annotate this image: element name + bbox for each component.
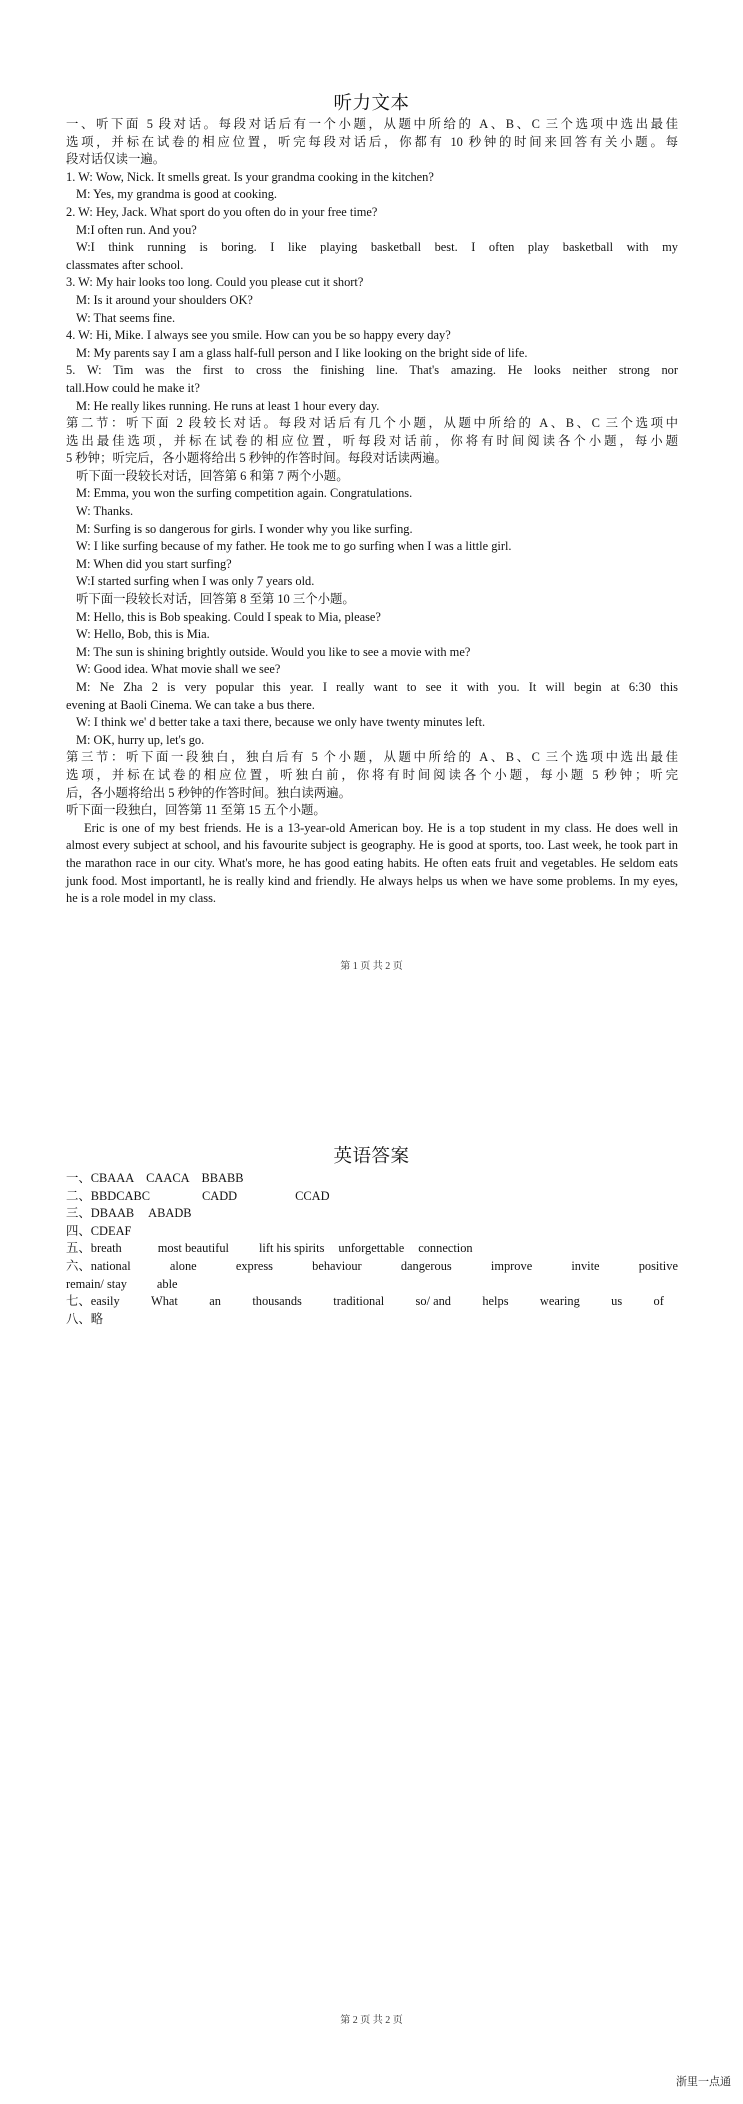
answer-item: invite bbox=[571, 1258, 600, 1273]
listening-transcript bbox=[66, 116, 678, 908]
monologue-heading: 听下面一段独白，回答第 11 至第 15 五个小题。 bbox=[66, 803, 326, 818]
answer-item: alone bbox=[169, 1258, 197, 1273]
answer-item: thousands bbox=[252, 1294, 302, 1309]
answer-row bbox=[66, 1240, 678, 1258]
dialogue-line: W:I think running is boring. I like playing basketball best. I often play basketball with my bbox=[76, 240, 678, 255]
answer-label: 二、 bbox=[66, 1188, 91, 1203]
dialogue-line: W: Good idea. What movie shall we see? bbox=[76, 662, 281, 677]
section-two-instruction: 第二节：听下面 2 段较长对话。每段对话后有几个小题，从题中所给的 A、B、C 三个选项中 bbox=[66, 416, 678, 431]
dialogue-line: 5. W: Tim was the first to cross the finishing line. That's amazing. He looks neither strong nor bbox=[66, 363, 678, 378]
dialogue-line: M: Emma, you won the surfing competition again. Congratulations. bbox=[76, 486, 413, 501]
page-2 bbox=[0, 1050, 743, 2104]
answer-label: 四、 bbox=[66, 1223, 91, 1238]
section-two-instruction: 选出最佳选项，并标在试卷的相应位置，听每段对话前，你将有时间阅读各个小题，每小题 bbox=[66, 433, 678, 448]
section-one-instruction: 一、听下面 5 段对话。每段对话后有一个小题，从题中所给的 A、B、C 三个选项中选出最佳 bbox=[66, 117, 678, 131]
answer-item: national bbox=[90, 1258, 131, 1273]
answer-item: breath bbox=[90, 1241, 122, 1256]
answer-item: ABADB bbox=[148, 1206, 192, 1221]
answer-item: connection bbox=[418, 1241, 473, 1256]
dialogue-line: M: When did you start surfing? bbox=[76, 556, 232, 571]
dialogue-line: classmates after school. bbox=[66, 257, 184, 272]
dialogue-line: 4. W: Hi, Mike. I always see you smile. How can you be so happy every day? bbox=[66, 328, 451, 343]
dialogue-heading: 听下面一段较长对话，回答第 6 和第 7 两个小题。 bbox=[76, 468, 349, 483]
dialogue-line: M: Yes, my grandma is good at cooking. bbox=[76, 187, 277, 202]
answer-item: wearing bbox=[539, 1294, 580, 1309]
dialogue-line: M: The sun is shining brightly outside. Would you like to see a movie with me? bbox=[76, 644, 471, 659]
section-three-instruction: 第三节：听下面一段独白，独白后有 5 个小题，从题中所给的 A、B、C 三个选项中选出最佳 bbox=[66, 750, 678, 765]
answer-row-continuation bbox=[66, 1276, 678, 1294]
answer-label: 六、 bbox=[66, 1258, 91, 1273]
answer-row bbox=[66, 1170, 678, 1188]
answer-item: CAACA bbox=[146, 1171, 190, 1185]
answer-item: behaviour bbox=[312, 1258, 362, 1273]
section-three-instruction: 后，各小题将给出 5 秒钟的作答时间。独白读两遍。 bbox=[66, 785, 351, 800]
answer-item: BBDCABC bbox=[90, 1188, 150, 1203]
dialogue-line: W: Thanks. bbox=[76, 504, 134, 519]
answer-label: 三、 bbox=[66, 1206, 91, 1221]
section-three-instruction: 选项，并标在试卷的相应位置，听独白前，你将有时间阅读各个小题，每小题 5 秒钟；听完 bbox=[66, 767, 678, 782]
answer-item: express bbox=[235, 1258, 273, 1273]
answer-item: an bbox=[209, 1294, 221, 1309]
answer-row bbox=[66, 1223, 678, 1241]
section-two-instruction: 5 秒钟；听完后，各小题将给出 5 秒钟的作答时间。每段对话读两遍。 bbox=[66, 451, 448, 466]
dialogue-line: tall.How could he make it? bbox=[66, 380, 200, 395]
dialogue-line: 1. W: Wow, Nick. It smells great. Is your grandma cooking in the kitchen? bbox=[66, 169, 434, 184]
answer-row bbox=[66, 1258, 678, 1276]
answer-row bbox=[66, 1188, 678, 1206]
dialogue-line: M: Ne Zha 2 is very popular this year. I really want to see it with you. It will begin at 6:30 this bbox=[76, 680, 678, 694]
page-footer: 第 1 页 共 2 页 bbox=[340, 961, 403, 972]
answer-item: positive bbox=[638, 1258, 678, 1273]
dialogue-line: W:I started surfing when I was only 7 years old. bbox=[76, 574, 315, 589]
dialogue-line: M: He really likes running. He runs at least 1 hour every day. bbox=[76, 398, 380, 413]
dialogue-line: M: OK, hurry up, let's go. bbox=[76, 732, 205, 747]
dialogue-line: evening at Baoli Cinema. We can take a bus there. bbox=[66, 697, 315, 712]
page-1 bbox=[0, 0, 743, 1050]
answer-label: 八、 bbox=[66, 1311, 91, 1326]
answer-item: lift his spirits bbox=[258, 1241, 325, 1256]
dialogue-line: 2. W: Hey, Jack. What sport do you often do in your free time? bbox=[66, 204, 378, 219]
page-title: 听力文本 bbox=[333, 94, 410, 114]
answer-item: of bbox=[653, 1294, 664, 1309]
dialogue-line: 3. W: My hair looks too long. Could you please cut it short? bbox=[66, 275, 364, 290]
dialogue-line: W: I think we' d better take a taxi there, because we only have twenty minutes left. bbox=[76, 715, 486, 730]
dialogue-line: M: Surfing is so dangerous for girls. I wonder why you like surfing. bbox=[76, 521, 413, 536]
answer-item: DBAAB bbox=[90, 1206, 135, 1221]
answer-title: 英语答案 bbox=[333, 1147, 410, 1167]
answer-item: CBAAA bbox=[90, 1171, 135, 1185]
answer-item: remain/ stay bbox=[66, 1276, 127, 1291]
page-footer: 第 2 页 共 2 页 bbox=[340, 2015, 403, 2026]
dialogue-line: M: Is it around your shoulders OK? bbox=[76, 292, 253, 307]
answer-item: 略 bbox=[90, 1311, 104, 1326]
answer-item: helps bbox=[482, 1294, 509, 1309]
answer-item: unforgettable bbox=[338, 1241, 405, 1256]
section-one-instruction: 选项，并标在试卷的相应位置，听完每段对话后，你都有 10 秒钟的时间来回答有关小题。每 bbox=[66, 134, 678, 149]
dialogue-line: W: That seems fine. bbox=[76, 310, 176, 325]
section-one-instruction: 段对话仅读一遍。 bbox=[66, 152, 166, 167]
answer-row bbox=[66, 1293, 678, 1311]
answer-item: easily bbox=[90, 1294, 120, 1309]
dialogue-line: M:I often run. And you? bbox=[76, 222, 197, 237]
dialogue-line: M: Hello, this is Bob speaking. Could I speak to Mia, please? bbox=[76, 609, 381, 624]
answer-item: us bbox=[611, 1294, 623, 1309]
watermark: 浙里一点通 bbox=[676, 2076, 731, 2089]
answer-item: CCAD bbox=[295, 1188, 330, 1203]
answer-item: BBABB bbox=[201, 1171, 244, 1185]
answer-row bbox=[66, 1205, 678, 1223]
answer-item: CDEAF bbox=[90, 1223, 132, 1238]
monologue-passage: Eric is one of my best friends. He is a 13-year-old American boy. He is a top student in my class. He does well in almost every subject at school, and his favourite subject is geography. He is good at sports, too. Last week, he took part in the marathon race in our city. What's more, he has good eating habits. He often eats fruit and vegetables. He seldom eats junk food. Most importantl, he is really kind and friendly. He always helps us when we have some problems. In my eyes, he is a role model in my class. bbox=[66, 820, 678, 906]
answer-label: 七、 bbox=[66, 1294, 91, 1309]
answer-key bbox=[66, 1170, 678, 1328]
dialogue-line: W: I like surfing because of my father. He took me to go surfing when I was a little girl. bbox=[76, 539, 512, 554]
answer-label: 一、 bbox=[66, 1171, 91, 1185]
answer-item: What bbox=[151, 1294, 178, 1309]
dialogue-line: W: Hello, Bob, this is Mia. bbox=[76, 627, 210, 642]
dialogue-line: M: My parents say I am a glass half-full person and I like looking on the bright side of life. bbox=[76, 345, 528, 360]
dialogue-heading: 听下面一段较长对话，回答第 8 至第 10 三个小题。 bbox=[76, 592, 355, 607]
answer-item: dangerous bbox=[400, 1258, 452, 1273]
answer-item: CADD bbox=[202, 1188, 238, 1203]
answer-item: improve bbox=[490, 1258, 533, 1273]
answer-item: able bbox=[156, 1276, 178, 1291]
answer-item: most beautiful bbox=[157, 1241, 229, 1256]
answer-row bbox=[66, 1311, 678, 1329]
answer-item: so/ and bbox=[415, 1294, 451, 1309]
answer-item: traditional bbox=[333, 1294, 385, 1309]
answer-label: 五、 bbox=[66, 1241, 91, 1256]
